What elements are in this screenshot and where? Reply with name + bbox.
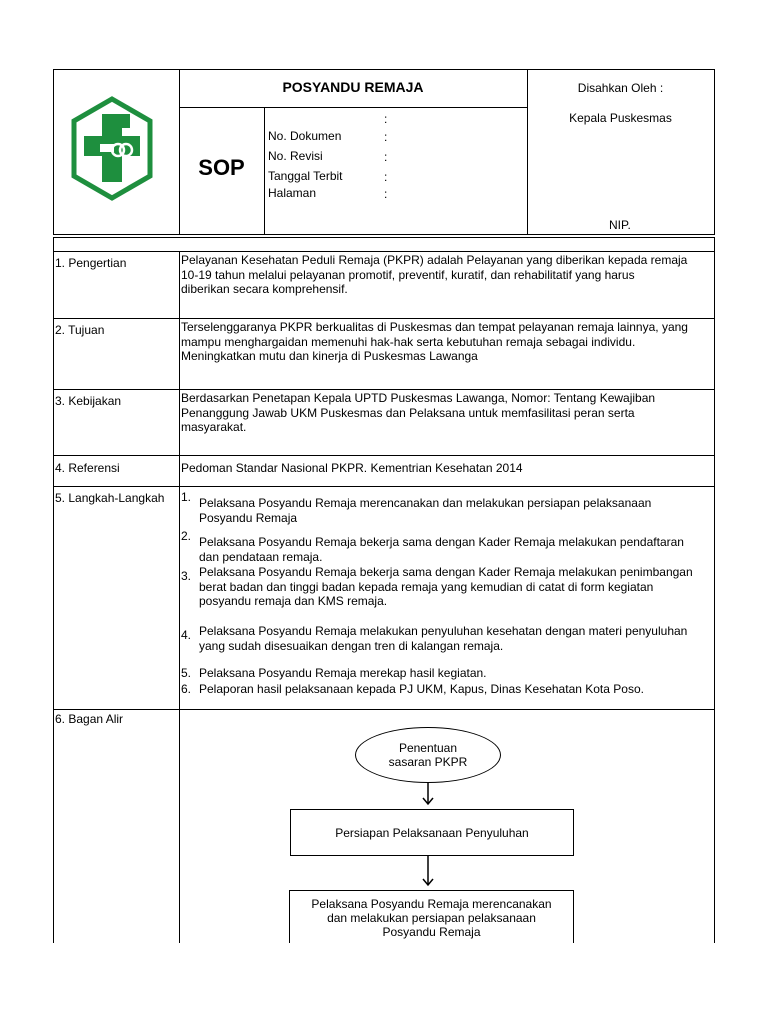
step-number: 2. — [181, 529, 192, 543]
field-label-tanggal-terbit: Tanggal Terbit — [268, 169, 343, 183]
flow-box-persiapan: Persiapan Pelaksanaan Penyuluhan — [290, 809, 574, 856]
step-text — [199, 666, 713, 681]
text-line: 10-19 tahun melalui pelayanan promotif, preventif, kuratif, dan rehabilitatif yang harus — [181, 267, 635, 282]
text-line: Pelayanan Kesehatan Peduli Remaja (PKPR) adalah Pelayanan yang diberikan kepada remaja — [181, 253, 688, 267]
text-line: Terselenggaranya PKPR berkualitas di Puskesmas dan tempat pelayanan remaja lainnya, yang — [181, 320, 688, 334]
approver-role: Kepala Puskesmas — [569, 111, 672, 125]
field-label-no-dokumen: No. Dokumen — [268, 129, 342, 143]
field-colon-top: : — [384, 112, 388, 126]
field-colon: : — [384, 130, 388, 144]
text-line: dan pendataan remaja. — [199, 549, 323, 564]
section-text-referensi: Pedoman Standar Nasional PKPR. Kementrian Kesehatan 2014 — [181, 461, 523, 475]
page-bottom-margin — [0, 943, 768, 1024]
text-line: Posyandu Remaja — [199, 510, 298, 525]
text-line: Posyandu Remaja — [382, 925, 481, 939]
text-line: dan melakukan persiapan pelaksanaan — [327, 911, 536, 925]
section-text-kebijakan — [181, 391, 709, 435]
document-title: POSYANDU REMAJA — [282, 79, 424, 95]
step-number: 6. — [181, 682, 192, 696]
field-colon: : — [384, 150, 388, 164]
section-label-kebijakan: 3. Kebijakan — [55, 394, 122, 408]
text-line: Pelaksana Posyandu Remaja merekap hasil kegiatan. — [199, 666, 487, 680]
text-line: Meningkatkan mutu dan kinerja di Puskesmas Lawanga — [181, 349, 478, 363]
text-line: Pelaksana Posyandu Remaja merencanakan dan melakukan persiapan pelaksanaan — [199, 496, 652, 510]
step-text — [199, 565, 713, 609]
flow-box-pelaksana — [289, 890, 574, 946]
section-label-tujuan: 2. Tujuan — [55, 323, 105, 337]
field-label-no-revisi: No. Revisi — [268, 149, 323, 163]
flow-start-oval — [355, 727, 501, 783]
text-line: posyandu remaja dan KMS remaja. — [199, 594, 388, 608]
step-number: 5. — [181, 666, 192, 680]
step-text — [199, 624, 713, 653]
section-label-langkah: 5. Langkah-Langkah — [55, 491, 165, 505]
step-text — [199, 496, 713, 525]
text-line: yang sudah disesuaikan dengan tren di kalangan remaja. — [199, 638, 504, 653]
field-label-halaman: Halaman — [268, 186, 317, 200]
step-text — [199, 682, 713, 697]
nip-label: NIP. — [609, 218, 631, 232]
step-text — [199, 535, 713, 564]
section-label-referensi: 4. Referensi — [55, 461, 120, 475]
flow-arrow — [420, 856, 436, 888]
text-line: Pelaksana Posyandu Remaja bekerja sama dengan Kader Remaja melakukan penimbangan — [199, 565, 693, 579]
text-line: Berdasarkan Penetapan Kepala UPTD Puskesmas Lawanga, Nomor: Tentang Kewajiban — [181, 391, 656, 405]
text-line: Pelaksana Posyandu Remaja merencanakan — [311, 897, 552, 911]
field-colon: : — [384, 170, 388, 184]
text-line: Pelaksana Posyandu Remaja melakukan penyuluhan kesehatan dengan materi penyuluhan — [199, 624, 688, 638]
section-label-bagan-alir: 6. Bagan Alir — [55, 712, 124, 726]
text-line: Penentuan — [398, 741, 458, 755]
text-line: Pelaksana Posyandu Remaja bekerja sama dengan Kader Remaja melakukan pendaftaran — [199, 535, 684, 549]
section-text-pengertian — [181, 253, 709, 297]
text-line: Penanggung Jawab UKM Puskesmas dan Pelaksana untuk memfasilitasi peran serta — [181, 405, 635, 420]
step-number: 3. — [181, 569, 192, 583]
text-line: sasaran PKPR — [388, 755, 468, 769]
flow-arrow — [420, 783, 436, 807]
text-line: Pelaporan hasil pelaksanaan kepada PJ UKM, Kapus, Dinas Kesehatan Kota Poso. — [199, 682, 644, 696]
text-line: berat badan dan tinggi badan kepada remaja yang kemudian di catat di form kegiatan — [199, 579, 654, 594]
step-number: 1. — [181, 490, 192, 504]
puskesmas-logo — [70, 96, 154, 201]
section-label-pengertian: 1. Pengertian — [55, 256, 127, 270]
section-text-tujuan — [181, 320, 709, 364]
sop-label: SOP — [198, 155, 245, 180]
text-line: masyarakat. — [181, 420, 247, 434]
step-number: 4. — [181, 628, 192, 642]
text-line: diberikan secara komprehensif. — [181, 282, 348, 296]
text-line: mampu menghargaidan memenuhi hak-hak serta kebutuhan remaja sebagai individu. — [181, 334, 636, 349]
approved-by-label: Disahkan Oleh : — [577, 81, 664, 95]
field-colon: : — [384, 187, 388, 201]
